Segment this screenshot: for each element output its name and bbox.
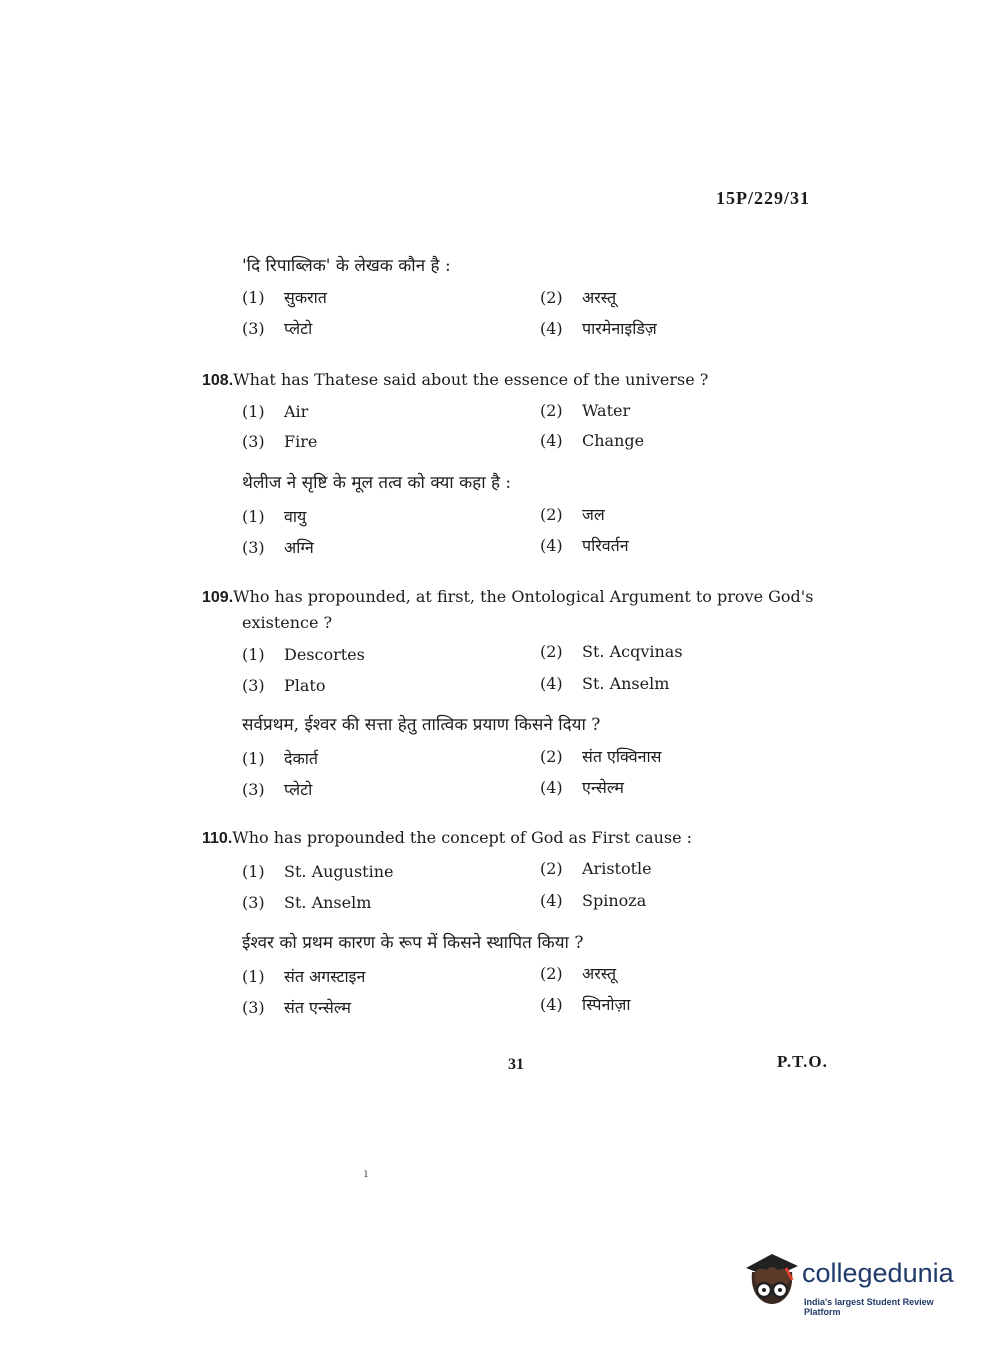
option-4: (4) Spinoza: [540, 891, 647, 910]
watermark-name: collegedunia: [802, 1258, 954, 1288]
option-4: (4) St. Anselm: [540, 674, 670, 693]
option-1-hindi: (1) देकार्त: [242, 749, 319, 768]
option-1: (1) St. Augustine: [242, 862, 394, 881]
question-text-continued: existence ?: [242, 613, 333, 632]
page-number: 31: [508, 1056, 524, 1073]
option-2: (2) अरस्तू: [540, 288, 617, 307]
option-2: (2) Aristotle: [540, 859, 652, 878]
question-text-hindi: ईश्वर को प्रथम कारण के रूप में किसने स्थापित किया ?: [242, 933, 584, 953]
option-4: (4) Change: [540, 431, 645, 450]
option-2: (2) Water: [540, 401, 631, 420]
option-1-hindi: (1) वायु: [242, 507, 307, 526]
option-2-hindi: (2) अरस्तू: [540, 964, 617, 983]
question-text: 110.Who has propounded the concept of God as First cause :: [202, 828, 693, 847]
watermark-tagline: India's largest Student Review Platform: [804, 1297, 934, 1317]
option-1: (1) सुकरात: [242, 288, 327, 307]
option-1: (1) Descortes: [242, 645, 365, 664]
option-3-hindi: (3) प्लेटो: [242, 780, 313, 799]
question-text: 109.Who has propounded, at first, the Ontological Argument to prove God's: [202, 587, 814, 606]
option-3: (3) Plato: [242, 676, 326, 695]
option-1-hindi: (1) संत अगस्टाइन: [242, 967, 366, 986]
collegedunia-watermark: [742, 1250, 972, 1317]
option-4-hindi: (4) परिवर्तन: [540, 536, 629, 555]
question-text-hindi: 'दि रिपाब्लिक' के लेखक कौन है :: [242, 256, 451, 276]
question-text-hindi: थेलीज ने सृष्टि के मूल तत्व को क्या कहा है :: [242, 473, 512, 493]
option-3: (3) St. Anselm: [242, 893, 372, 912]
option-3-hindi: (3) संत एन्सेल्म: [242, 998, 351, 1017]
option-3: (3) प्लेटो: [242, 319, 313, 338]
option-2: (2) St. Acqvinas: [540, 642, 683, 661]
mascot-logo-icon: [742, 1250, 802, 1314]
stray-mark: ı: [364, 1166, 368, 1180]
option-3: (3) Fire: [242, 432, 318, 451]
option-4: (4) पारमेनाइडिज़: [540, 319, 657, 338]
pto-label: P.T.O.: [777, 1052, 828, 1071]
question-text: 108.What has Thatese said about the essence of the universe ?: [202, 370, 709, 389]
option-2-hindi: (2) संत एक्विनास: [540, 747, 662, 766]
option-3-hindi: (3) अग्नि: [242, 538, 314, 557]
option-1: (1) Air: [242, 402, 309, 421]
question-text-hindi: सर्वप्रथम, ईश्वर की सत्ता हेतु तात्विक प्रयाण किसने दिया ?: [242, 715, 601, 735]
option-4-hindi: (4) स्पिनोज़ा: [540, 995, 631, 1014]
option-4-hindi: (4) एन्सेल्म: [540, 778, 624, 797]
option-2-hindi: (2) जल: [540, 505, 605, 524]
paper-code: 15P/229/31: [716, 188, 810, 208]
